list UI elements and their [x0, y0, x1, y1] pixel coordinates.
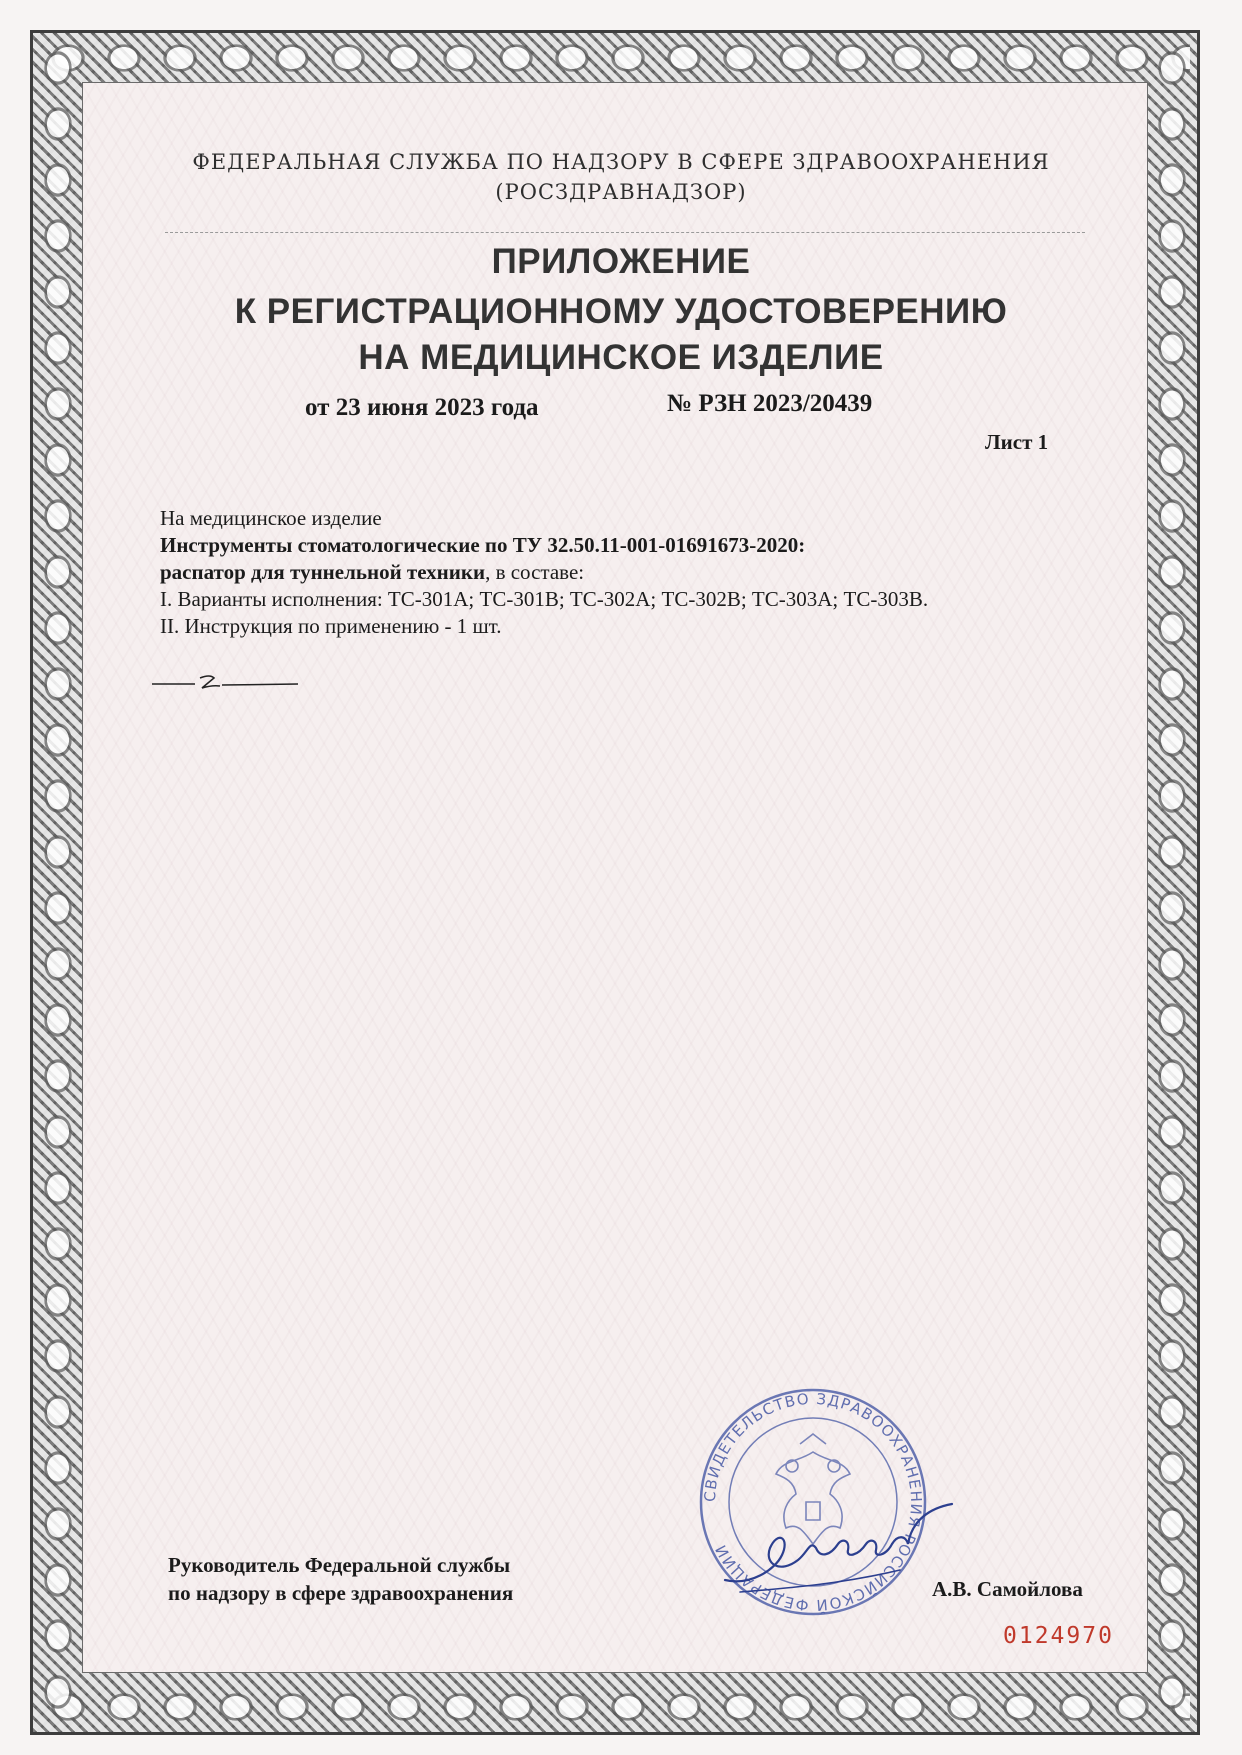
composition-item-1: I. Варианты исполнения: ТС-301А; ТС-301В; ТС-302А; ТС-302В; ТС-303А; ТС-303В.: [160, 587, 929, 611]
product-name: Инструменты стоматологические по ТУ 32.50.11-001-01691673-2020:: [160, 533, 806, 557]
agency-name: ФЕДЕРАЛЬНАЯ СЛУЖБА ПО НАДЗОРУ В СФЕРЕ ЗДРАВООХРАНЕНИЯ: [192, 150, 1050, 174]
agency-abbreviation: (РОСЗДРАВНАДЗОР): [495, 180, 747, 204]
signature-icon: [720, 1500, 960, 1600]
registration-number: № РЗН 2023/20439: [667, 390, 873, 417]
signer-position-line1: Руководитель Федеральной службы: [168, 1553, 511, 1577]
intro-text: На медицинское изделие: [160, 506, 382, 530]
z-mark-icon: [150, 672, 300, 694]
serial-number: 0124970: [1003, 1623, 1114, 1649]
document-title-line3: НА МЕДИЦИНСКОЕ ИЗДЕЛИЕ: [358, 338, 884, 377]
signer-name: А.В. Самойлова: [932, 1577, 1083, 1601]
document-title-line1: ПРИЛОЖЕНИЕ: [491, 242, 751, 281]
frame-border-bottom: [40, 1685, 1190, 1729]
signer-position-line2: по надзору в сфере здравоохранения: [168, 1581, 514, 1605]
document-title-line2: К РЕГИСТРАЦИОННОМУ УДОСТОВЕРЕНИЮ: [234, 292, 1008, 331]
product-description: [160, 559, 1090, 586]
registration-date: от 23 июня 2023 года: [305, 394, 539, 421]
header-divider: [165, 232, 1085, 233]
product-sub-rest: , в составе:: [485, 560, 585, 584]
sheet-number: Лист 1: [985, 430, 1049, 454]
product-sub-bold: распатор для туннельной техники: [160, 560, 486, 584]
seal-ring-text: СВИДЕТЕЛЬСТВО ЗДРАВООХРАНЕНИЯ РОССИЙСКОЙ ФЕДЕРАЦИИ: [700, 1389, 926, 1615]
frame-border-top: [40, 36, 1190, 80]
composition-item-2: II. Инструкция по применению - 1 шт.: [160, 614, 502, 638]
